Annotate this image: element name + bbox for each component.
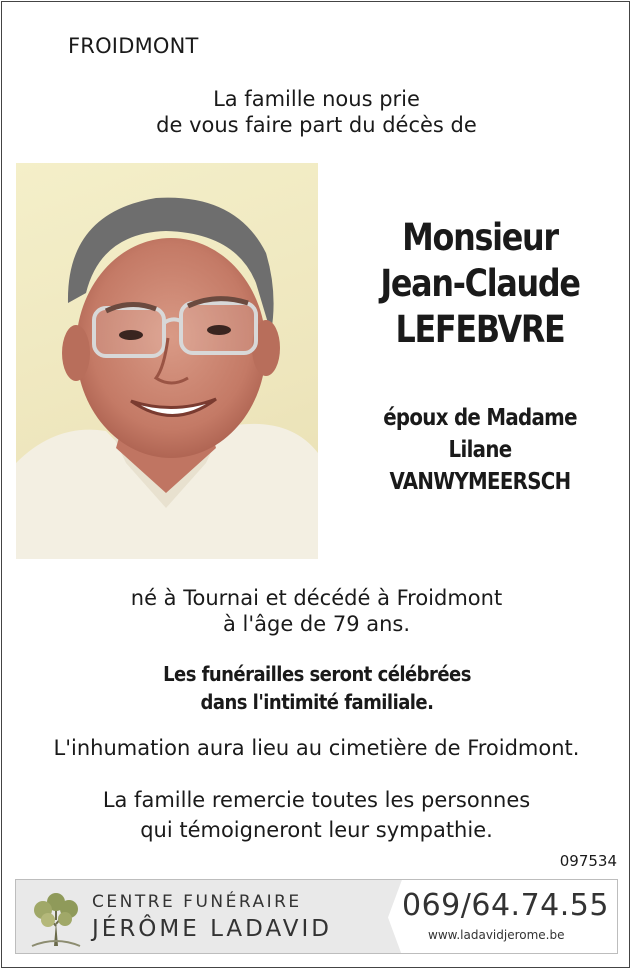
funeral-line: Les funérailles seront célébrées: [162, 662, 471, 686]
spouse-last-name: VANWYMEERSCH: [389, 469, 571, 495]
intro-line: de vous faire part du décès de: [156, 113, 477, 137]
deceased-title: Monsieur: [402, 216, 558, 259]
portrait-illustration: [16, 163, 318, 559]
bio-line: né à Tournai et décédé à Froidmont: [130, 586, 503, 610]
thanks-line: qui témoigneront leur sympathie.: [140, 818, 493, 842]
thanks-line: La famille remercie toutes les personnes: [102, 788, 531, 812]
spouse-first-name: Lilane: [448, 437, 512, 463]
website-link[interactable]: www.ladavidjerome.be: [428, 928, 565, 942]
funeral-home-advert: [15, 879, 618, 954]
phone-number[interactable]: 069/64.74.55: [402, 888, 609, 923]
thanks-text: [0, 785, 633, 845]
burial-notice: L'inhumation aura lieu au cimetière de Froidmont.: [53, 736, 580, 760]
funeral-notice: [0, 660, 633, 716]
reference-number: 097534: [559, 852, 617, 870]
birth-death-info: [0, 585, 633, 637]
intro-line: La famille nous prie: [213, 87, 420, 111]
location-label: FROIDMONT: [68, 34, 199, 58]
funeral-home-tagline: CENTRE FUNÉRAIRE: [92, 892, 302, 912]
olive-tree-icon: [26, 888, 86, 948]
deceased-first-name: Jean-Claude: [380, 262, 580, 305]
funeral-line: dans l'intimité familiale.: [200, 690, 433, 714]
spouse-info: [330, 402, 630, 498]
portrait-photo: [16, 163, 318, 559]
deceased-name: [330, 215, 630, 353]
intro-text: [0, 86, 633, 138]
funeral-home-name: JÉRÔME LADAVID: [92, 916, 332, 942]
deceased-last-name: LEFEBVRE: [395, 308, 565, 351]
bio-line: à l'âge de 79 ans.: [222, 612, 411, 636]
spouse-line: époux de Madame: [383, 405, 577, 431]
